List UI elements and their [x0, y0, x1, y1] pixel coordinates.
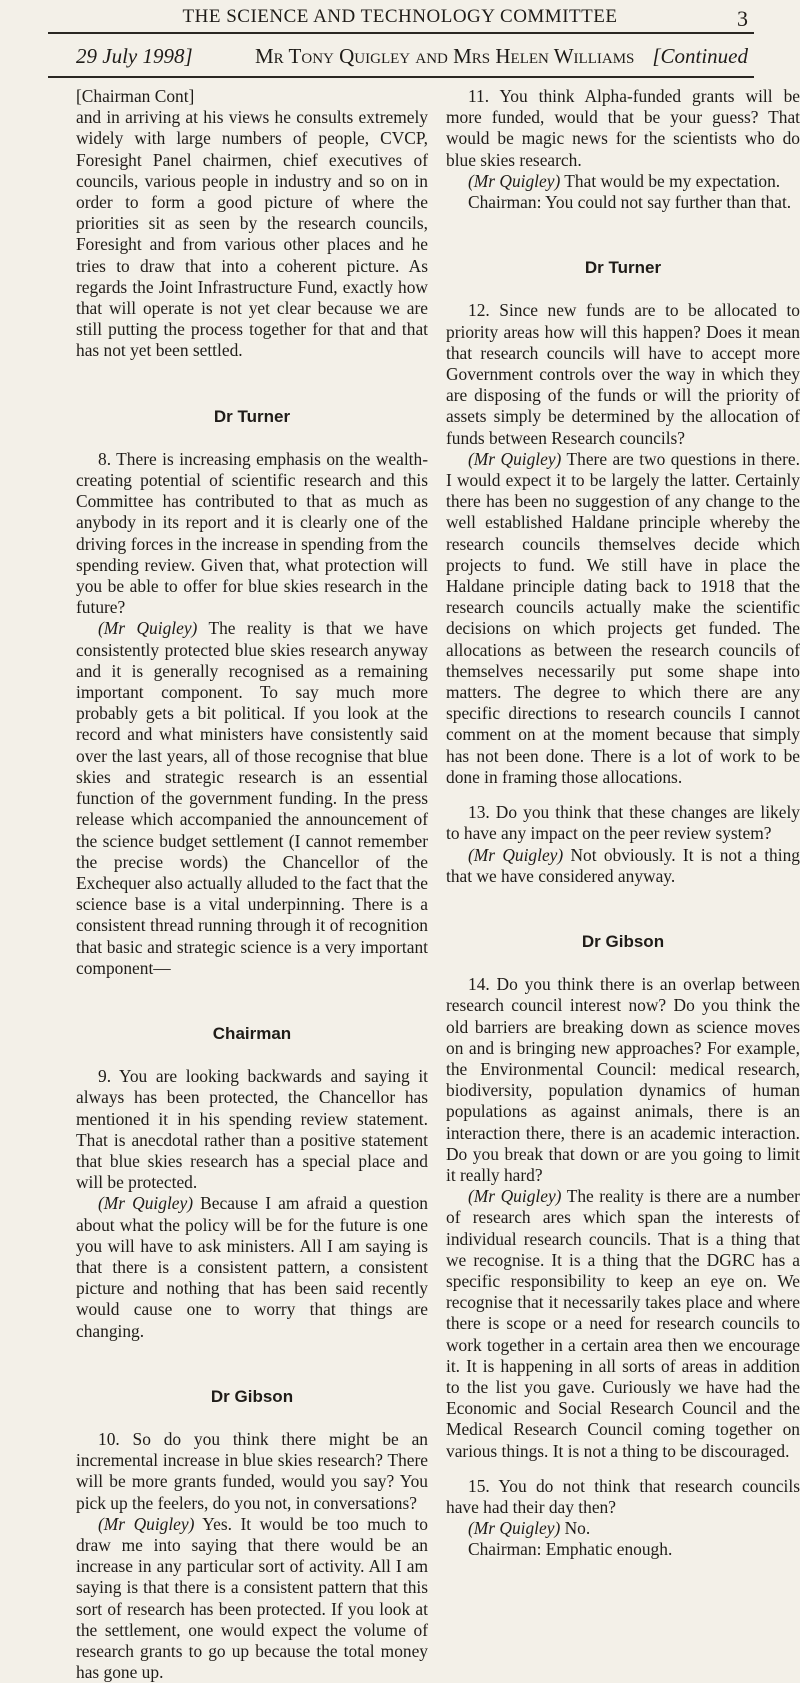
- witness-label: (Mr Quigley): [98, 618, 198, 639]
- answer-text: Yes. It would be too much to draw me into saying that there would be an increase in any particular sort of activity. All I am saying is that there is a consistent pattern that this sort of research has been protected. If you look at the settlement, one would expect the volume of research grants to go up because the total money has gone up.: [76, 1513, 428, 1683]
- hearing-date: 29 July 1998]: [76, 44, 193, 68]
- speaker-heading: Chairman: [212, 1023, 292, 1043]
- question-11: 11. You think Alpha-funded grants will be more funded, would that be your guess? That would be magic news for the scientists who do blue skies research.: [446, 86, 800, 170]
- header-rule: [48, 76, 754, 78]
- answer-12: [446, 449, 800, 788]
- answer-text: That would be my expectation.: [560, 170, 781, 191]
- answer-text: No.: [560, 1518, 591, 1539]
- witness-label: (Mr Quigley): [468, 448, 562, 469]
- answer-15: [446, 1518, 800, 1539]
- top-rule: [48, 32, 754, 34]
- witness-label: (Mr Quigley): [98, 1193, 194, 1214]
- answer-14: [446, 1186, 800, 1462]
- speaker-continued-label: [Chairman Cont]: [76, 86, 195, 106]
- answer-text: Because I am afraid a question about what the policy will be for the future is one you will have to ask ministers. All I am saying is that there is a consistent pattern, a consistent picture and nothing that has been said recently would cause one to worry that things are changing.: [76, 1193, 428, 1341]
- answer-8: [76, 618, 428, 978]
- witness-label: (Mr Quigley): [468, 844, 564, 865]
- witness-label: (Mr Quigley): [468, 1518, 561, 1539]
- left-column: [76, 86, 428, 1683]
- answer-paragraph: and in arriving at his views he consults extremely widely with large numbers of people, CVCP, Foresight Panel chairmen, chief executives of councils, various people in industry and so on in order to form a good picture of where the priorities sit as seen by the research councils, Foresight and from various other places and he tries to draw that into a coherent picture. As regards the Joint Infrastructure Fund, exactly how that will operate is not yet clear because we are still putting the process together for that and that has not yet been settled.: [76, 107, 428, 361]
- question-12: 12. Since new funds are to be allocated to priority areas how will this happen? Does it mean that research councils will have to accept more Government controls over the way in which they are disposing of the funds or will the priority of assets simply be determined by the allocation of funds between Research councils?: [446, 300, 800, 448]
- right-column: [446, 86, 800, 1561]
- question-10: 10. So do you think there might be an incremental increase in blue skies research? There will be more grants funded, would you say? You pick up the feelers, do you not, in conversations?: [76, 1428, 428, 1513]
- answer-13: [446, 845, 800, 887]
- answer-9: [76, 1193, 428, 1341]
- speaker-heading: Dr Turner: [213, 406, 291, 426]
- witness-label: (Mr Quigley): [98, 1513, 195, 1534]
- speaker-heading: Dr Turner: [584, 258, 662, 278]
- chairman-remark: Chairman: You could not say further than that.: [468, 192, 792, 213]
- witness-label: (Mr Quigley): [468, 1186, 562, 1207]
- question-13: 13. Do you think that these changes are likely to have any impact on the peer review system?: [446, 802, 800, 844]
- speaker-heading: Dr Gibson: [581, 931, 665, 951]
- witness-names: Mr Tony Quigley and Mrs Helen Williams: [255, 44, 635, 68]
- answer-text: Not obviously. It is not a thing that we have considered anyway.: [446, 844, 800, 886]
- speaker-heading: Dr Gibson: [210, 1386, 294, 1406]
- page-number: 3: [737, 6, 748, 31]
- question-8: 8. There is increasing emphasis on the wealth-creating potential of scientific research and this Committee has contributed to that as much as anybody in its report and it is clearly one of the driving forces in the increase in spending from the spending review. Given that, what protection will you be able to offer for blue skies research in the future?: [76, 448, 428, 618]
- answer-text: The reality is there are a number of research ares which span the interests of individual research councils. That is a thing that we recognise. It is a thing that the DGRC has a specific responsibility to keep an eye on. We recognise that it necessarily takes place and where there is scope or a need for research councils to work together in a certain area then we encourage it. It is happening in all sorts of areas in addition to the list you gave. Curiously we have had the Economic and Social Research Council and the Medical Research Council coming together on various things. It is not a thing to be discouraged.: [446, 1186, 800, 1461]
- answer-text: The reality is that we have consistently protected blue skies research anyway and it is generally recognised as a remaining important component. To say much more probably gets a bit political. If you look at the record and what ministers have consistently said over the last years, all of those recognise that blue skies and strategic research is an essential function of the government funding. In the press release which accompanied the announcement of the science budget settlement (I cannot remember the precise words) the Chancellor of the Exchequer also actually alluded to the fact that the science base is a vital underpinning. There is a consistent thread running through it of recognition that basic and strategic science is a very important component—: [76, 618, 428, 978]
- chairman-remark: Chairman: Emphatic enough.: [468, 1539, 673, 1560]
- question-15: 15. You do not think that research councils have had their day then?: [446, 1475, 800, 1517]
- committee-title: THE SCIENCE AND TECHNOLOGY COMMITTEE: [182, 6, 618, 27]
- question-9: 9. You are looking backwards and saying it always has been protected, the Chancellor has mentioned it in his spending review statement. That is anecdotal rather than a positive statement that blue skies research has a special place and will be protected.: [76, 1066, 428, 1193]
- witness-label: (Mr Quigley): [468, 170, 561, 191]
- question-14: 14. Do you think there is an overlap between research council interest now? Do you think the old barriers are breaking down as science moves on and is bringing new approaches? For example, the Environmental Council: medical research, biodiversity, population dynamics of human populations as against animals, there is an interaction there, there is an academic interaction. Do you break that down or are you going to limit it really hard?: [446, 974, 800, 1185]
- answer-text: There are two questions in there. I would expect it to be largely the latter. Certainly there has been no suggestion of any change to the well established Haldane principle whereby the research councils themselves decide which projects to fund. We still have in place the Haldane principle dating back to 1918 that the research councils actually make the scientific decisions on which projects get funded. The allocations as between the research councils of themselves necessarily put some shape into matters. The degree to which there are any specific directions to research councils I cannot comment on at the moment because that simply has not been done. There is a lot of work to be done in framing those allocations.: [446, 448, 800, 787]
- answer-11: [446, 171, 800, 192]
- continued-label: [Continued: [652, 44, 748, 68]
- answer-10: [76, 1514, 428, 1683]
